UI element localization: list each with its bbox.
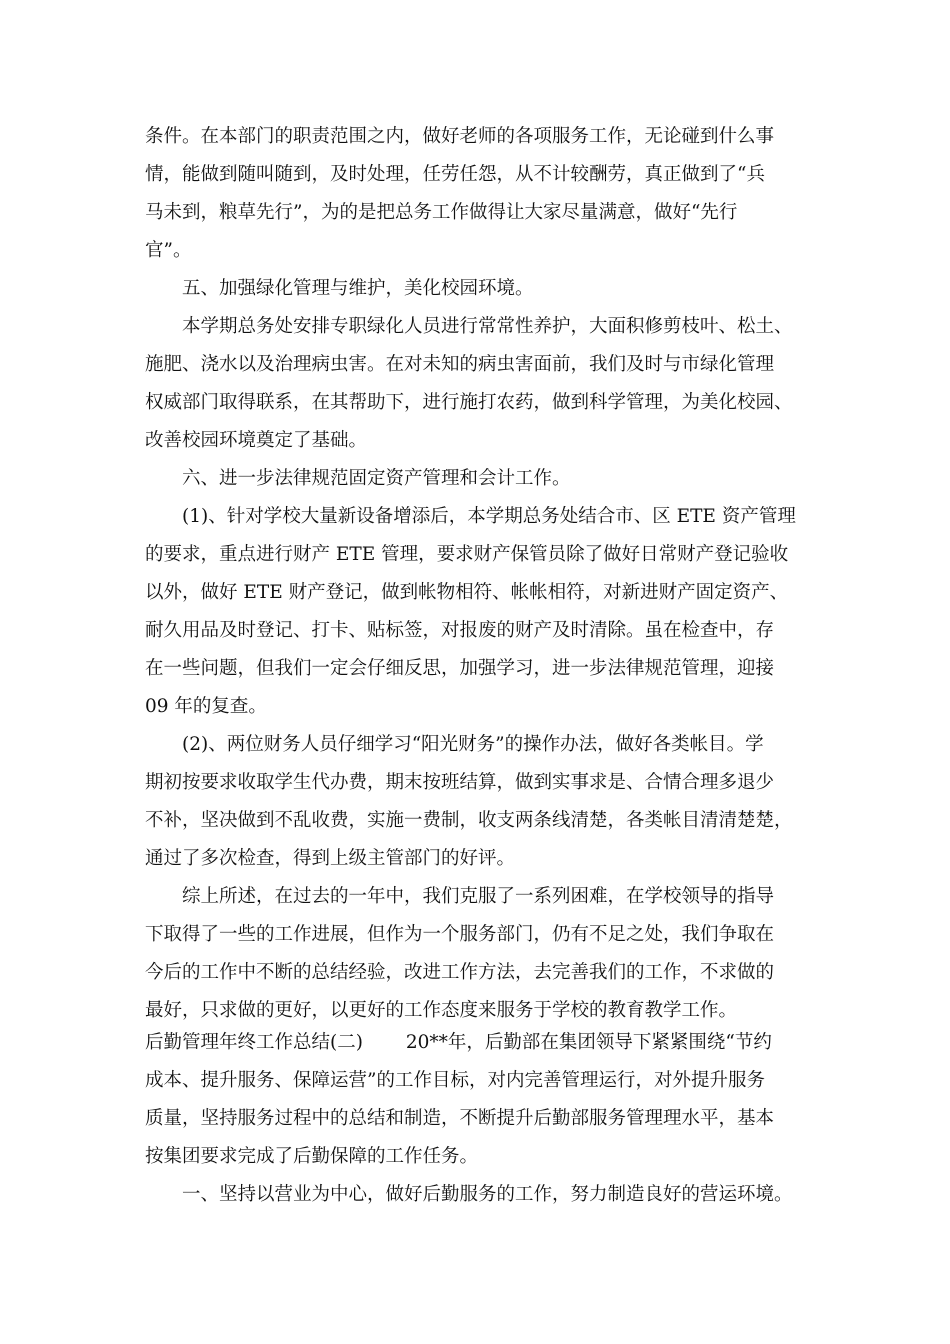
text-line: 耐久用品及时登记、打卡、贴标签，对报废的财产及时清除。虽在检查中，存 (145, 620, 775, 641)
text-line: (1)、针对学校大量新设备增添后，本学期总务处结合市、区 ETE 资产管理 (182, 506, 796, 527)
text-line: 下取得了一些的工作进展，但作为一个服务部门，仍有不足之处，我们争取在 (145, 924, 775, 945)
text-line: 情，能做到随叫随到，及时处理，任劳任怨，从不计较酬劳，真正做到了“兵 (145, 164, 765, 185)
text-line: 质量，坚持服务过程中的总结和制造，不断提升后勤部服务管理理水平，基本 (145, 1108, 775, 1129)
text-line: 成本、提升服务、保障运营”的工作目标，对内完善管理运行，对外提升服务 (145, 1070, 765, 1091)
text-line: 改善校园环境奠定了基础。 (145, 430, 368, 451)
text-line: 本学期总务处安排专职绿化人员进行常常性养护，大面积修剪枝叶、松土、 (182, 316, 793, 337)
text-line: 期初按要求收取学生代办费，期末按班结算，做到实事求是、合情合理多退少 (145, 772, 775, 793)
text-line: 后勤管理年终工作总结(二) 20**年，后勤部在集团领导下紧紧围绕“节约 (145, 1032, 772, 1053)
text-line: 条件。在本部门的职责范围之内，做好老师的各项服务工作，无论碰到什么事 (145, 126, 775, 147)
text-line: 按集团要求完成了后勤保障的工作任务。 (145, 1146, 479, 1167)
text-line: 马未到，粮草先行”，为的是把总务工作做得让大家尽量满意，做好“先行 (145, 202, 738, 223)
text-line: 通过了多次检查，得到上级主管部门的好评。 (145, 848, 516, 869)
section-heading: 五、加强绿化管理与维护，美化校园环境。 (182, 278, 534, 299)
text-line: 施肥、浇水以及治理病虫害。在对未知的病虫害面前，我们及时与市绿化管理 (145, 354, 775, 375)
text-line: 在一些问题，但我们一定会仔细反思，加强学习，进一步法律规范管理，迎接 (145, 658, 775, 679)
text-line: 最好，只求做的更好，以更好的工作态度来服务于学校的教育教学工作。 (145, 1000, 738, 1021)
text-line: 今后的工作中不断的总结经验，改进工作方法，去完善我们的工作，不求做的 (145, 962, 775, 983)
text-line: 综上所述，在过去的一年中，我们克服了一系列困难，在学校领导的指导 (182, 886, 775, 907)
text-line: 权威部门取得联系，在其帮助下，进行施打农药，做到科学管理，为美化校园、 (145, 392, 793, 413)
text-line: 官”。 (145, 240, 192, 261)
section-heading: 六、进一步法律规范固定资产管理和会计工作。 (182, 468, 571, 489)
section-heading: 一、坚持以营业为中心，做好后勤服务的工作，努力制造良好的营运环境。 (182, 1184, 793, 1205)
text-line: 的要求，重点进行财产 ETE 管理，要求财产保管员除了做好日常财产登记验收 (145, 544, 789, 565)
text-line: 09 年的复查。 (145, 696, 267, 717)
text-line: 以外，做好 ETE 财产登记，做到帐物相符、帐帐相符，对新进财产固定资产、 (145, 582, 789, 603)
text-line: (2)、两位财务人员仔细学习“阳光财务”的操作办法，做好各类帐目。学 (182, 734, 764, 755)
text-line: 不补，坚决做到不乱收费，实施一费制，收支两条线清楚，各类帐目清清楚楚， (145, 810, 793, 831)
